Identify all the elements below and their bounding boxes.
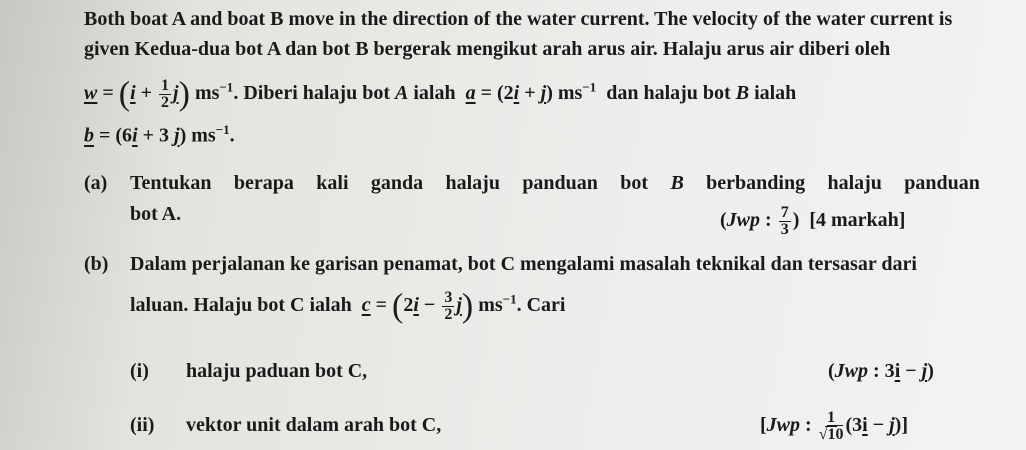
sub-ii-answer: [Jwp : $\frac{1}{√10}$ (3i − j)]	[760, 409, 908, 443]
part-b-line2-start: laluan. Halaju bot C ialah	[130, 294, 352, 317]
jwp-ii: Jwp	[766, 414, 801, 437]
velocity-b-line: b = (6i + 3 j) $ms^{-1}$.	[84, 122, 235, 147]
jwp-i: Jwp	[834, 360, 869, 382]
part-a-answer: (Jwp : $\frac{7}{3}$ ) [4 markah]	[720, 204, 906, 238]
jwp-a: Jwp	[726, 209, 761, 232]
part-a-label: (a)	[84, 172, 108, 194]
velocity-w-line: w = (i + $\frac{1}{2}$ j) $ms^{-1}$. Diberi halaju bot A ialah a = (2i + j) $ms^{-1}$ dan halaju bot B ialah	[84, 75, 797, 113]
sub-i-text: halaju paduan bot C,	[186, 360, 368, 382]
velocity-b-intro: dan halaju bot	[606, 82, 731, 105]
cari-text: Cari	[526, 294, 566, 317]
ialah-1: ialah	[413, 82, 456, 105]
part-a-marks: [4 markah]	[809, 209, 906, 232]
part-b-text-2: laluan. Halaju bot C ialah c = (2i − $\frac{3}{2}$ j) $ms^{-1}$. Cari	[130, 287, 566, 325]
sub-i-label: (i)	[130, 360, 149, 382]
part-b-label: (b)	[84, 253, 109, 275]
sub-ii-text: vektor unit dalam arah bot C,	[186, 414, 442, 436]
intro-line-2: given Kedua-dua bot A dan bot B bergerak mengikut arah arus air. Halaju arus air diberi oleh	[84, 38, 891, 60]
velocity-a-intro: Diberi halaju bot	[243, 82, 390, 105]
intro-en-line-1: Both boat A and boat B move in the direction of the water current. The velocity of the water current is	[84, 8, 953, 30]
sub-i-answer: (Jwp : 3i − j)	[828, 360, 934, 382]
part-b-text-1: Dalam perjalanan ke garisan penamat, bot C mengalami masalah teknikal dan tersasar dari	[130, 253, 917, 275]
part-a-text-1: Tentukan berapa kali ganda halaju panduan bot B berbanding halaju panduan	[130, 172, 980, 194]
sub-ii-label: (ii)	[130, 414, 155, 436]
part-a-text-2: bot A.	[130, 203, 182, 225]
ialah-2: ialah	[754, 82, 797, 105]
